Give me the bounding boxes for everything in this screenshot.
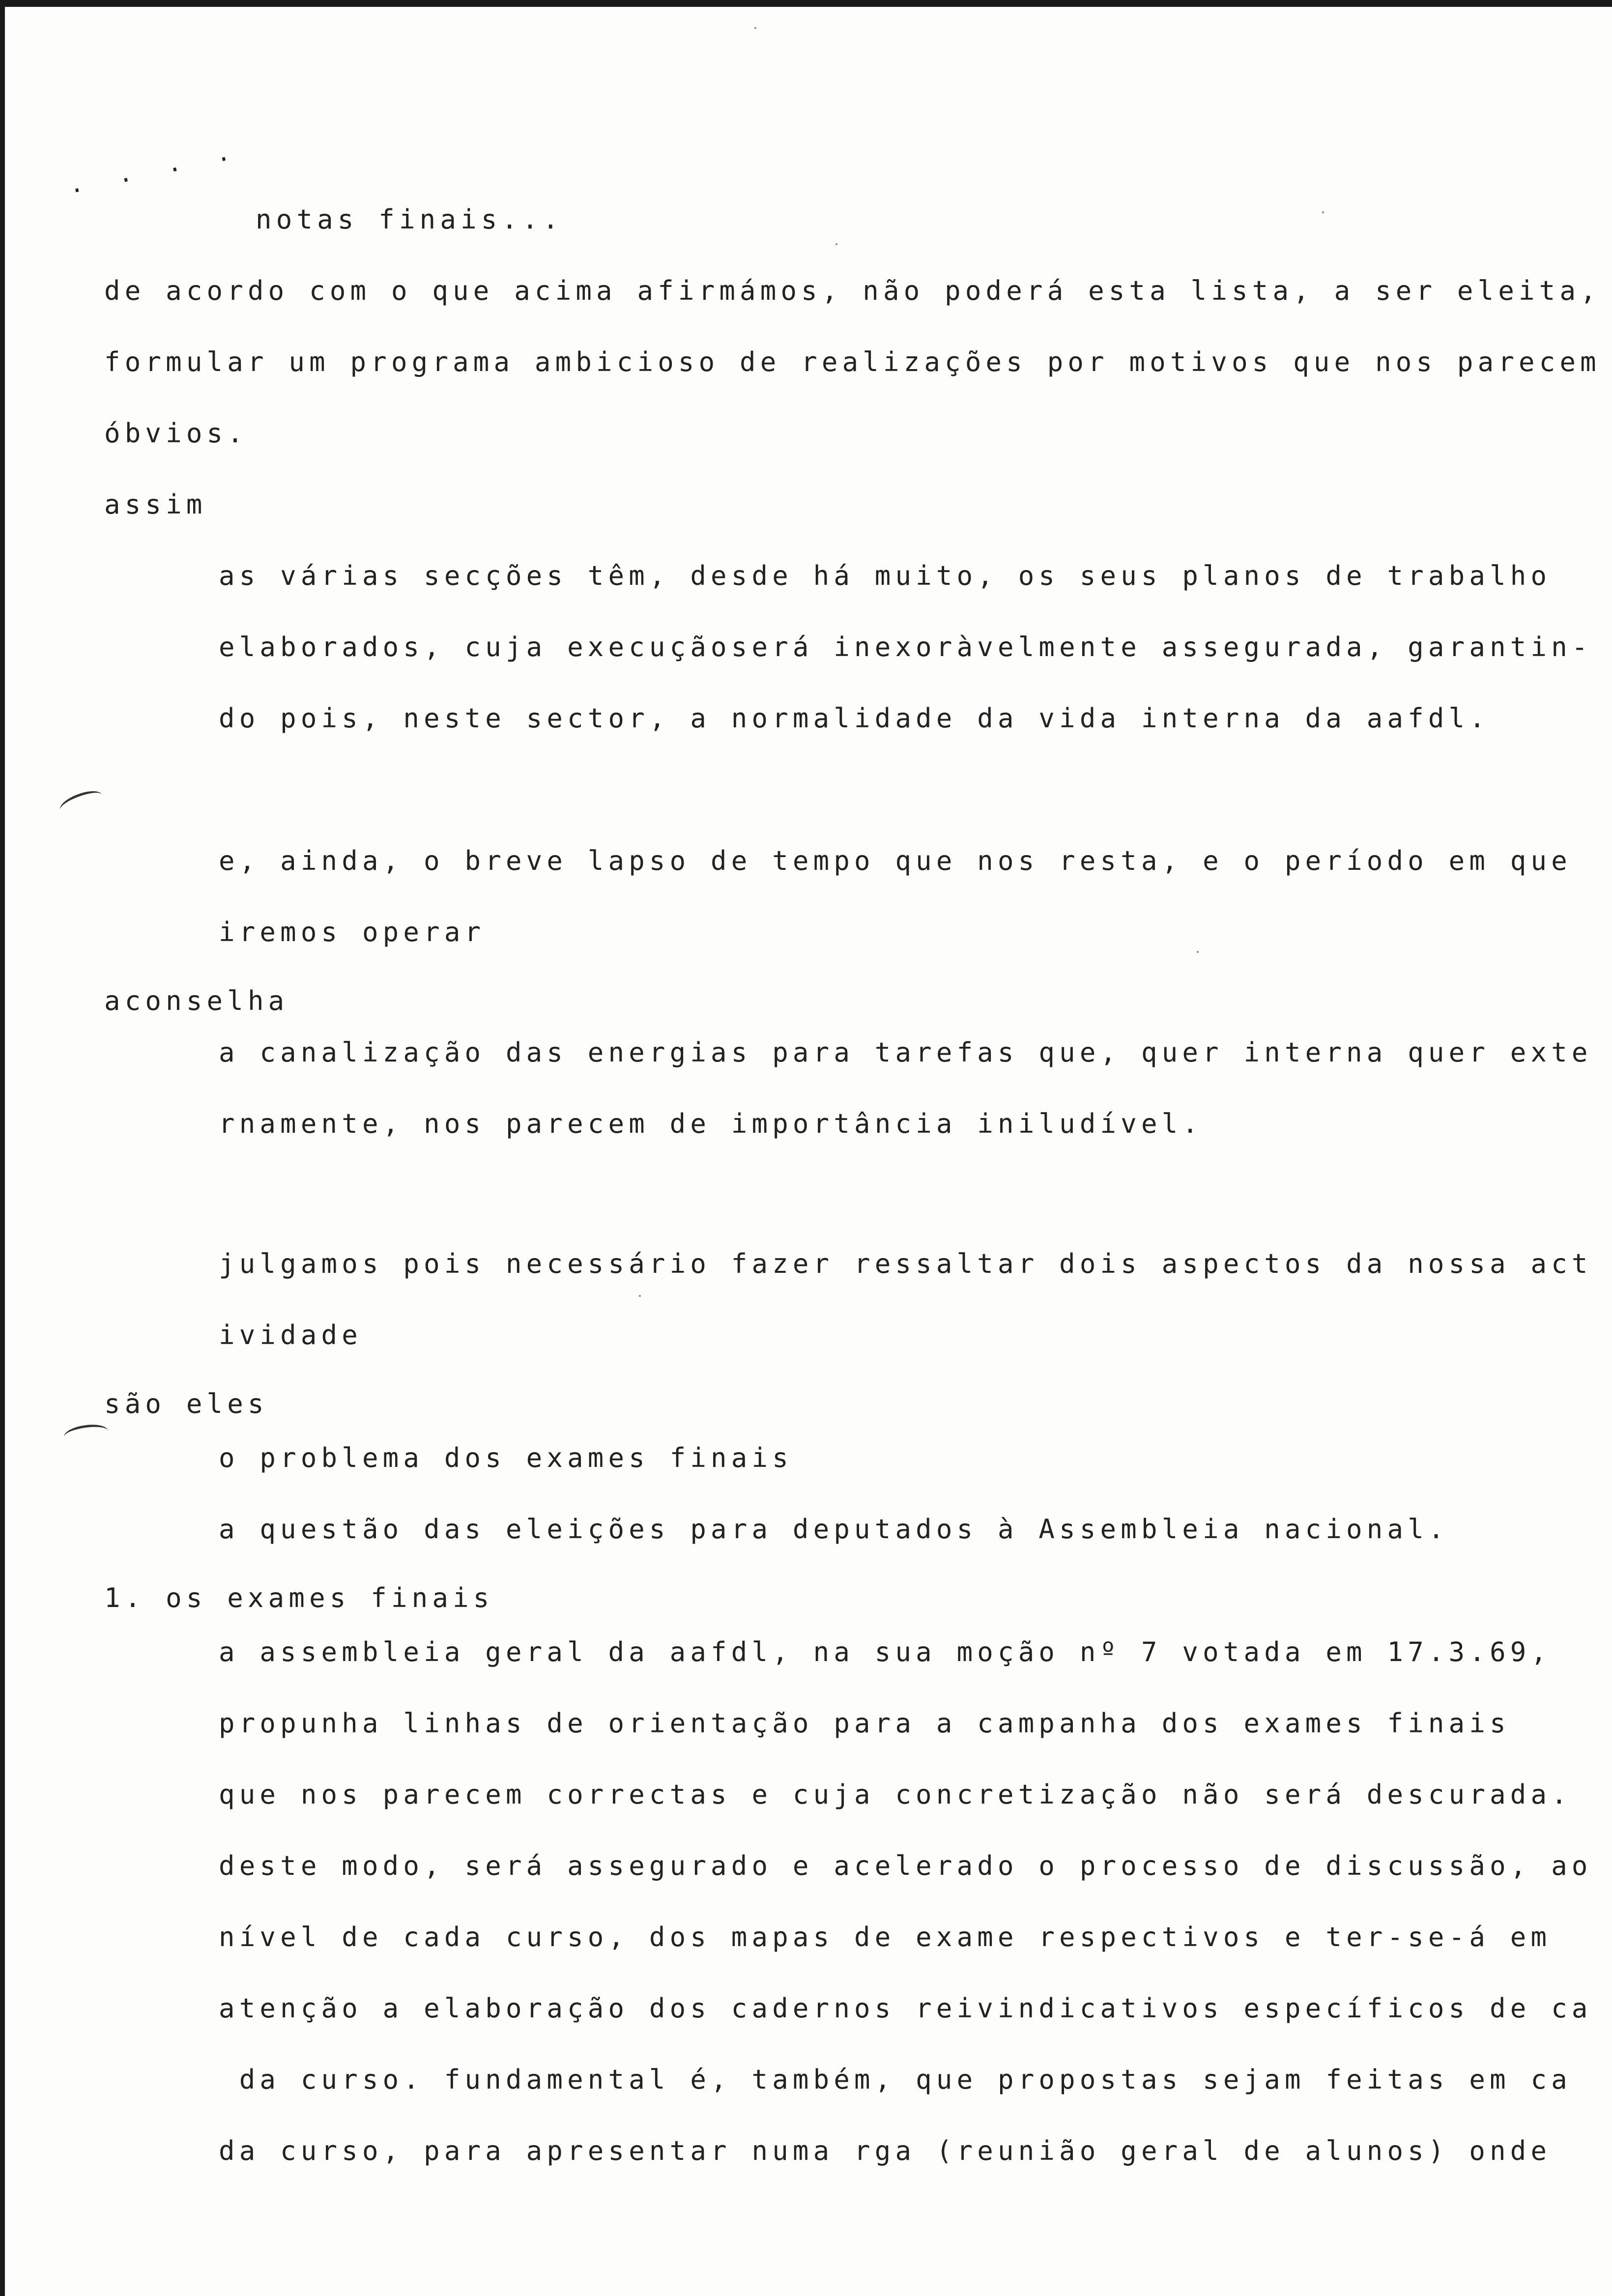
text-line: assim: [104, 489, 207, 520]
text-line: a questão das eleições para deputados à Assembleia nacional.: [219, 1514, 1449, 1545]
page-top-edge: [0, 0, 1612, 7]
text-line: formular um programa ambicioso de realizações por motivos que nos parecem: [104, 346, 1601, 377]
text-line: óbvios.: [104, 418, 248, 449]
text-line: as várias secções têm, desde há muito, os seus planos de trabalho: [219, 560, 1552, 591]
text-line: julgamos pois necessário fazer ressaltar dois aspectos da nossa act: [219, 1248, 1592, 1279]
text-line: que nos parecem correctas e cuja concretização não será descurada.: [219, 1779, 1572, 1810]
text-line: aconselha: [104, 985, 289, 1016]
text-line: atenção a elaboração dos cadernos reivindicativos específicos de ca: [219, 1993, 1592, 2024]
text-line: iremos operar: [219, 917, 486, 947]
text-line: são eles: [104, 1388, 268, 1419]
paper-speck: [1322, 211, 1324, 213]
text-line: rnamente, nos parecem de importância iniludível.: [219, 1108, 1203, 1139]
text-line: o problema dos exames finais: [219, 1442, 793, 1473]
text-line: propunha linhas de orientação para a campanha dos exames finais: [219, 1708, 1510, 1739]
leading-dots: . . . .: [66, 136, 243, 200]
text-line: da curso. fundamental é, também, que propostas sejam feitas em ca: [219, 2064, 1572, 2095]
section-title: notas finais...: [256, 204, 563, 235]
text-line: nível de cada curso, dos mapas de exame respectivos e ter-se-á em: [219, 1922, 1552, 1952]
paper-speck: [835, 243, 837, 245]
text-line: a assembleia geral da aafdl, na sua moção nº 7 votada em 17.3.69,: [219, 1636, 1552, 1667]
margin-mark: [58, 787, 105, 818]
paper-speck: [639, 1295, 641, 1297]
text-line: de acordo com o que acima afirmámos, não poderá esta lista, a ser eleita,: [104, 275, 1601, 306]
text-line: ividade: [219, 1320, 362, 1350]
paper-speck: [1197, 951, 1199, 953]
text-line: e, ainda, o breve lapso de tempo que nos resta, e o período em que: [219, 845, 1572, 876]
text-line: a canalização das energias para tarefas que, quer interna quer exte: [219, 1037, 1592, 1068]
text-line: elaborados, cuja execuçãoserá inexoràvelmente assegurada, garantin-: [219, 631, 1592, 662]
text-line: 1. os exames finais: [104, 1582, 494, 1613]
paper-speck: [754, 27, 756, 29]
margin-mark: [63, 1422, 109, 1445]
page-left-edge: [0, 0, 5, 2296]
text-line: do pois, neste sector, a normalidade da vida interna da aafdl.: [219, 703, 1490, 734]
text-line: da curso, para apresentar numa rga (reunião geral de alunos) onde: [219, 2135, 1552, 2166]
text-line: deste modo, será assegurado e acelerado o processo de discussão, ao: [219, 1850, 1592, 1881]
